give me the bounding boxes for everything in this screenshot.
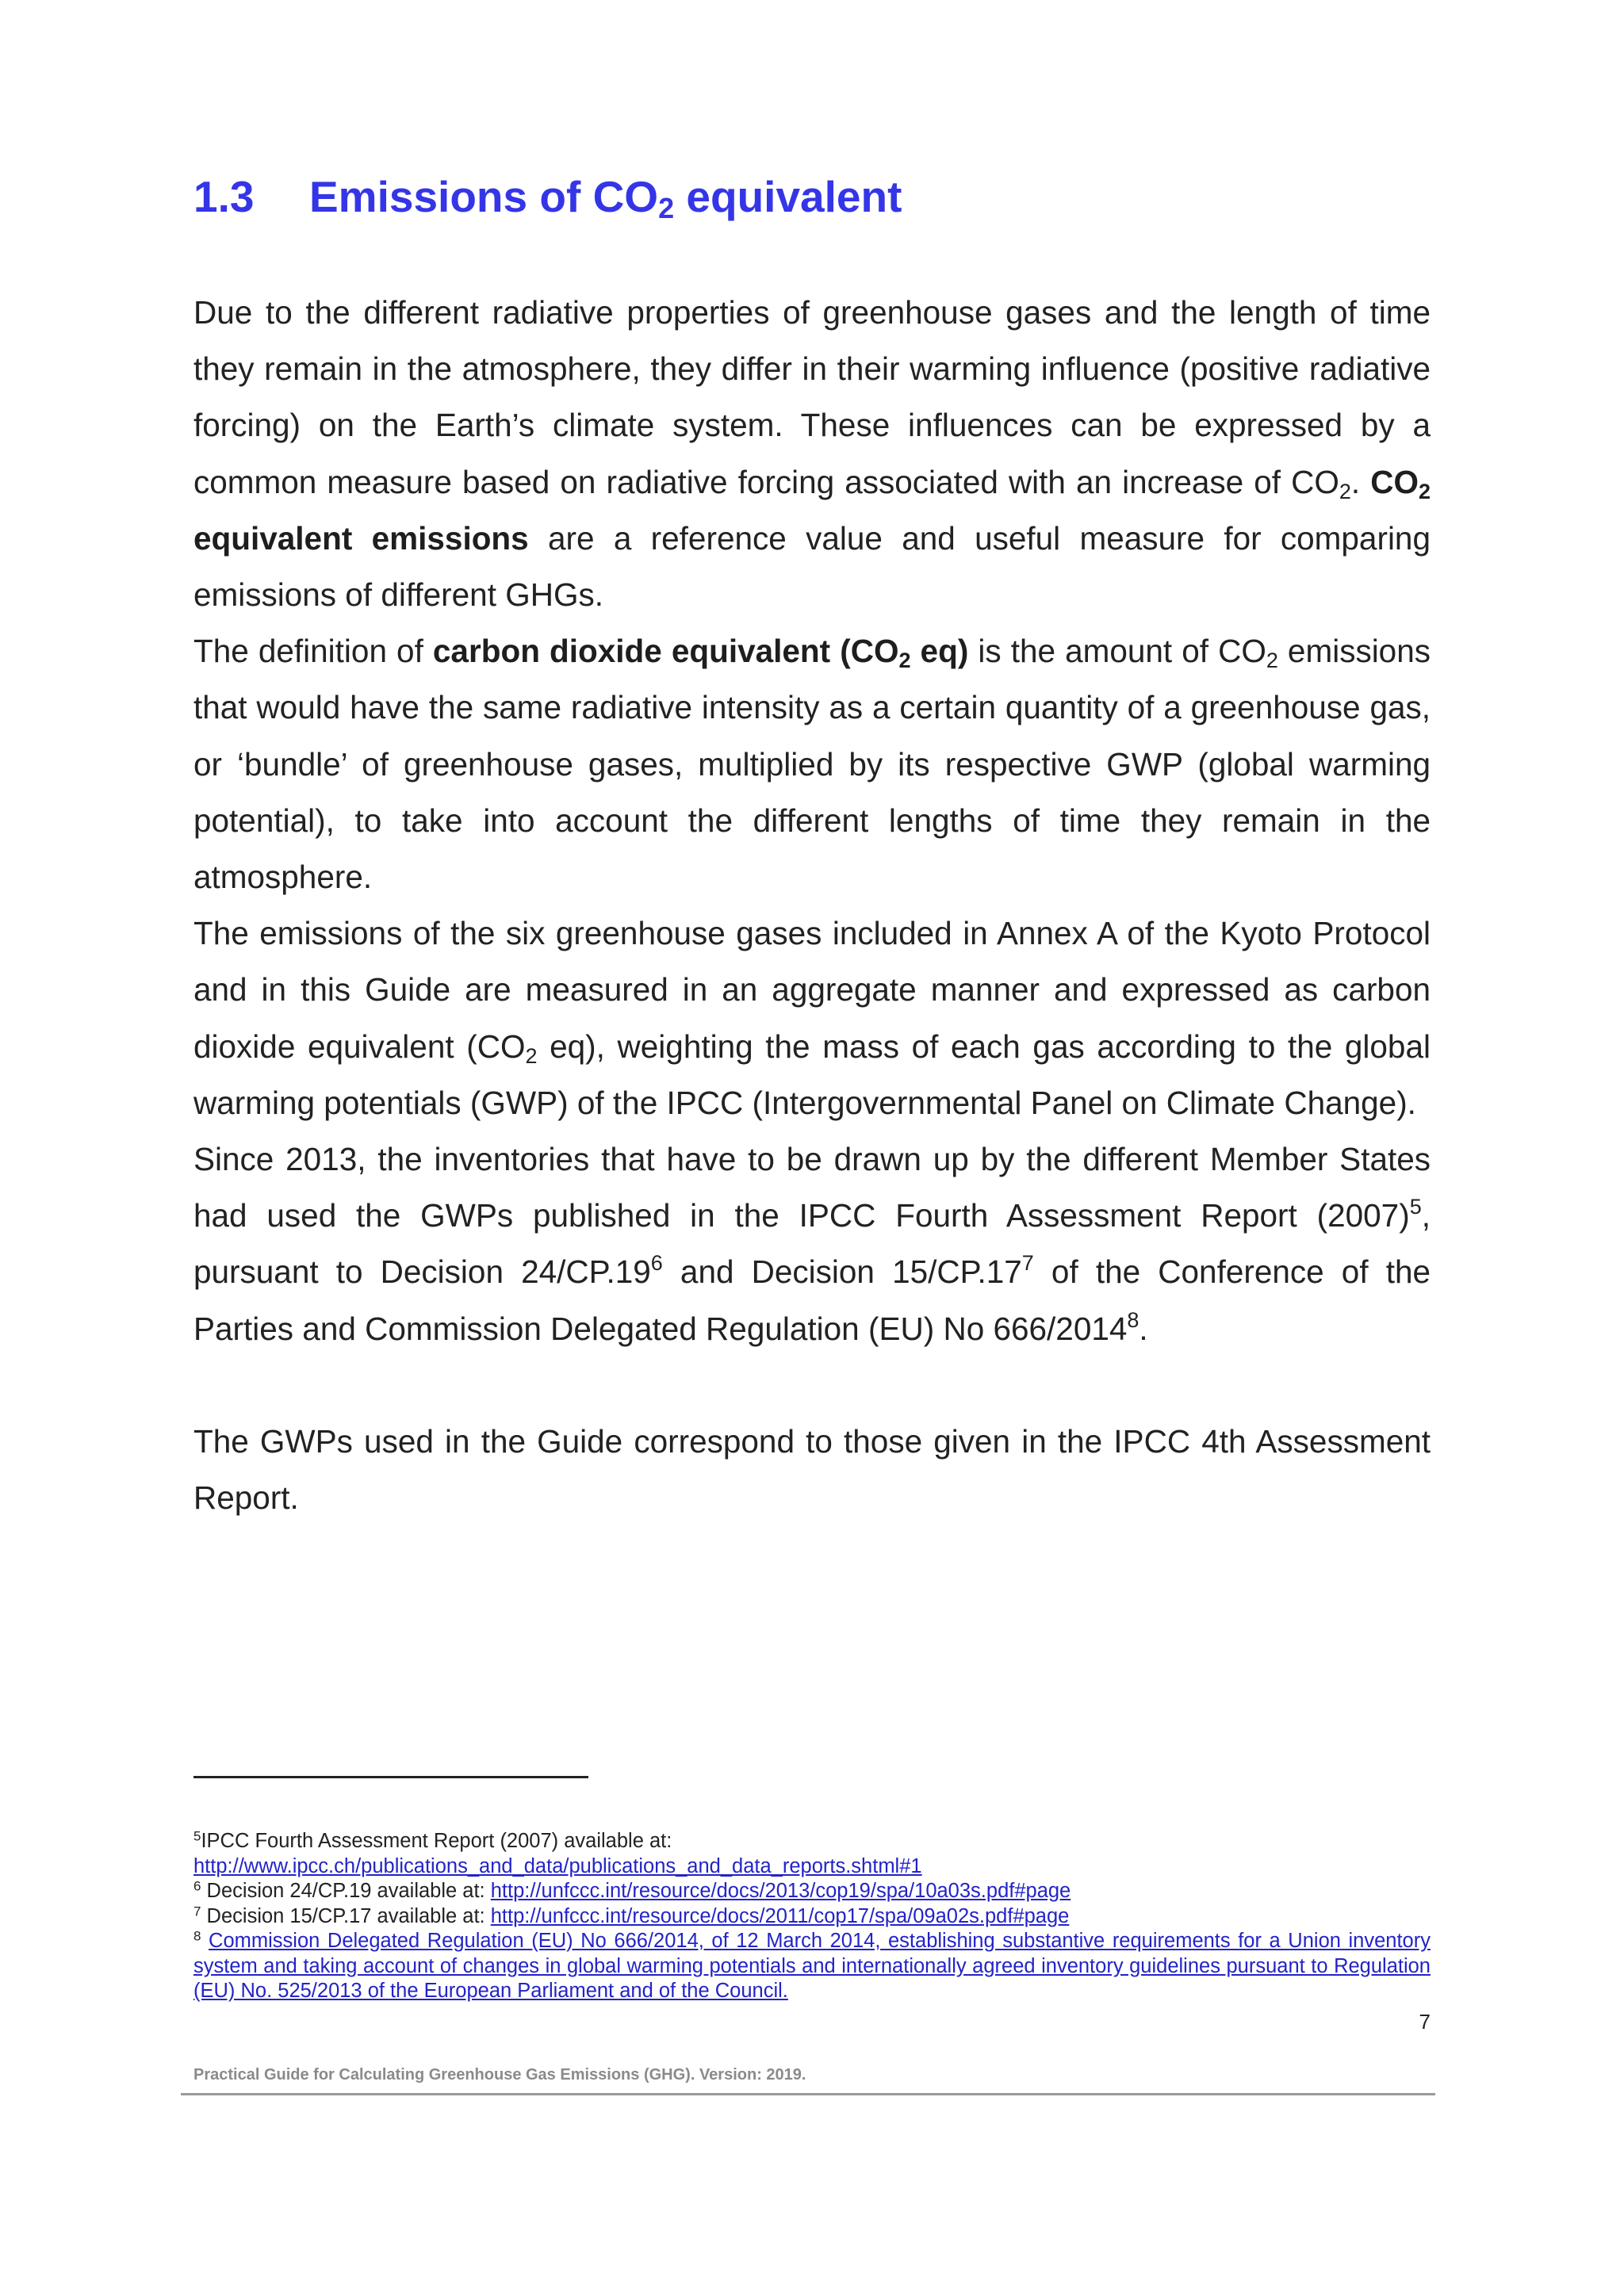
bold-run: equivalent emissions [193,519,529,557]
text-run: The GWPs used in the Guide correspond to those given in the IPCC 4th Assessment Report. [193,1423,1431,1517]
section-heading [193,168,902,225]
text-run: . [1350,463,1371,500]
subscript: 2 [1339,479,1351,503]
footnote-text [201,1930,209,1952]
text-run: Due to the different radiative properties of greenhouse gases and the length of time they remain in the atmosphere, they differ in their warming influence (positive radiative forcing) on the Earth’s climate system. These influences can be expressed by a common measure based on radiative forcing associated with an increase of CO [193,294,1431,500]
section-title-start: Emissions of CO [309,172,659,221]
subscript: 2 [1418,479,1431,503]
paragraph-4 [193,1131,1431,1357]
footnotes [193,1829,1431,2004]
footnote-link[interactable]: http://unfccc.int/resource/docs/2011/cop17/spa/09a02s.pdf#page [490,1904,1070,1927]
paragraph-3 [193,905,1431,1131]
text-run: is the amount of CO [968,633,1266,670]
section-title-end: equivalent [674,172,902,221]
footnote-ref-7[interactable]: 7 [1021,1251,1034,1276]
footnote-ref-8[interactable]: 8 [1127,1307,1139,1332]
text-run: The definition of [193,633,433,670]
bold-run: CO [1370,463,1419,500]
footnote-ref-6[interactable]: 6 [650,1251,663,1276]
bold-run: eq) [910,633,969,670]
text-run: and Decision 15/CP.17 [662,1253,1022,1291]
text-run: eq), weighting the mass of each gas according to the global warming potentials (GWP) of the IPCC (Intergovernmental Panel on Climate Change). [193,1027,1431,1121]
text-run: . [1139,1310,1148,1347]
bold-run: carbon dioxide equivalent (CO [432,633,899,670]
footnote-separator [193,1776,588,1778]
paragraph-5 [193,1414,1431,1526]
footnote-7 [193,1904,1431,1930]
footer-text: Practical Guide for Calculating Greenhouse Gas Emissions (GHG). Version: 2019. [193,2066,806,2084]
section-number: 1.3 [193,172,255,221]
text-run: Since 2013, the inventories that have to be drawn up by the different Member States had used the GWPs published in the IPCC Fourth Assessment Report (2007) [193,1141,1431,1234]
footnote-5 [193,1829,1431,1879]
footnote-text: Decision 15/CP.17 available at: [201,1904,491,1927]
paragraph-2 [193,623,1431,905]
footnote-number: 5 [193,1828,201,1844]
text-run: are a reference value and useful measure for comparing emissions of different GHGs. [193,519,1431,614]
footnote-ref-5[interactable]: 5 [1409,1195,1422,1219]
section-title-subscript: 2 [658,191,675,224]
footnote-number: 8 [193,1928,201,1944]
footnote-8 [193,1929,1431,2004]
text-run: emissions that would have the same radiative intensity as a certain quantity of a greenhouse gas, or ‘bundle’ of greenhouse gases, multiplied by its respective GWP (global warming potential), to take into account the different lengths of time they remain in the atmosphere. [193,633,1431,896]
footnote-text: Decision 24/CP.19 available at: [201,1880,491,1902]
text-run: The emissions of the six greenhouse gases included in Annex A of the Kyoto Protocol and in this Guide are measured in an aggregate manner and expressed as carbon dioxide equivalent (CO [193,915,1431,1065]
subscript: 2 [525,1043,538,1068]
footer-rule [181,2093,1435,2095]
subscript: 2 [898,648,911,672]
bold-term-carbon-dioxide-equivalent [432,633,969,672]
footnote-link[interactable]: http://unfccc.int/resource/docs/2013/cop19/spa/10a03s.pdf#page [490,1880,1071,1902]
footnote-link[interactable]: Commission Delegated Regulation (EU) No 666/2014, of 12 March 2014, establishing substantive requirements for a Union inventory system and taking account of changes in global warming potentials and internationally agreed inventory guidelines pursuant to Regulation (EU) No. 525/2013 of the European Parliament and of the Council. [193,1930,1431,2002]
footnote-link[interactable]: http://www.ipcc.ch/publications_and_data/publications_and_data_reports.shtml#1 [193,1854,922,1877]
footnote-number: 7 [193,1904,201,1919]
text-run: , pursuant to Decision 24/CP.19 [193,1197,1431,1291]
page-number: 7 [1419,2010,1431,2034]
footnote-text: IPCC Fourth Assessment Report (2007) available at: [201,1830,672,1852]
footnote-6 [193,1879,1431,1904]
paragraph-1 [193,285,1431,623]
text-run: of the Conference of the Parties and Commission Delegated Regulation (EU) No 666/2014 [193,1253,1431,1347]
body-text [193,285,1431,1526]
subscript: 2 [1266,648,1278,672]
footnote-number: 6 [193,1878,201,1894]
